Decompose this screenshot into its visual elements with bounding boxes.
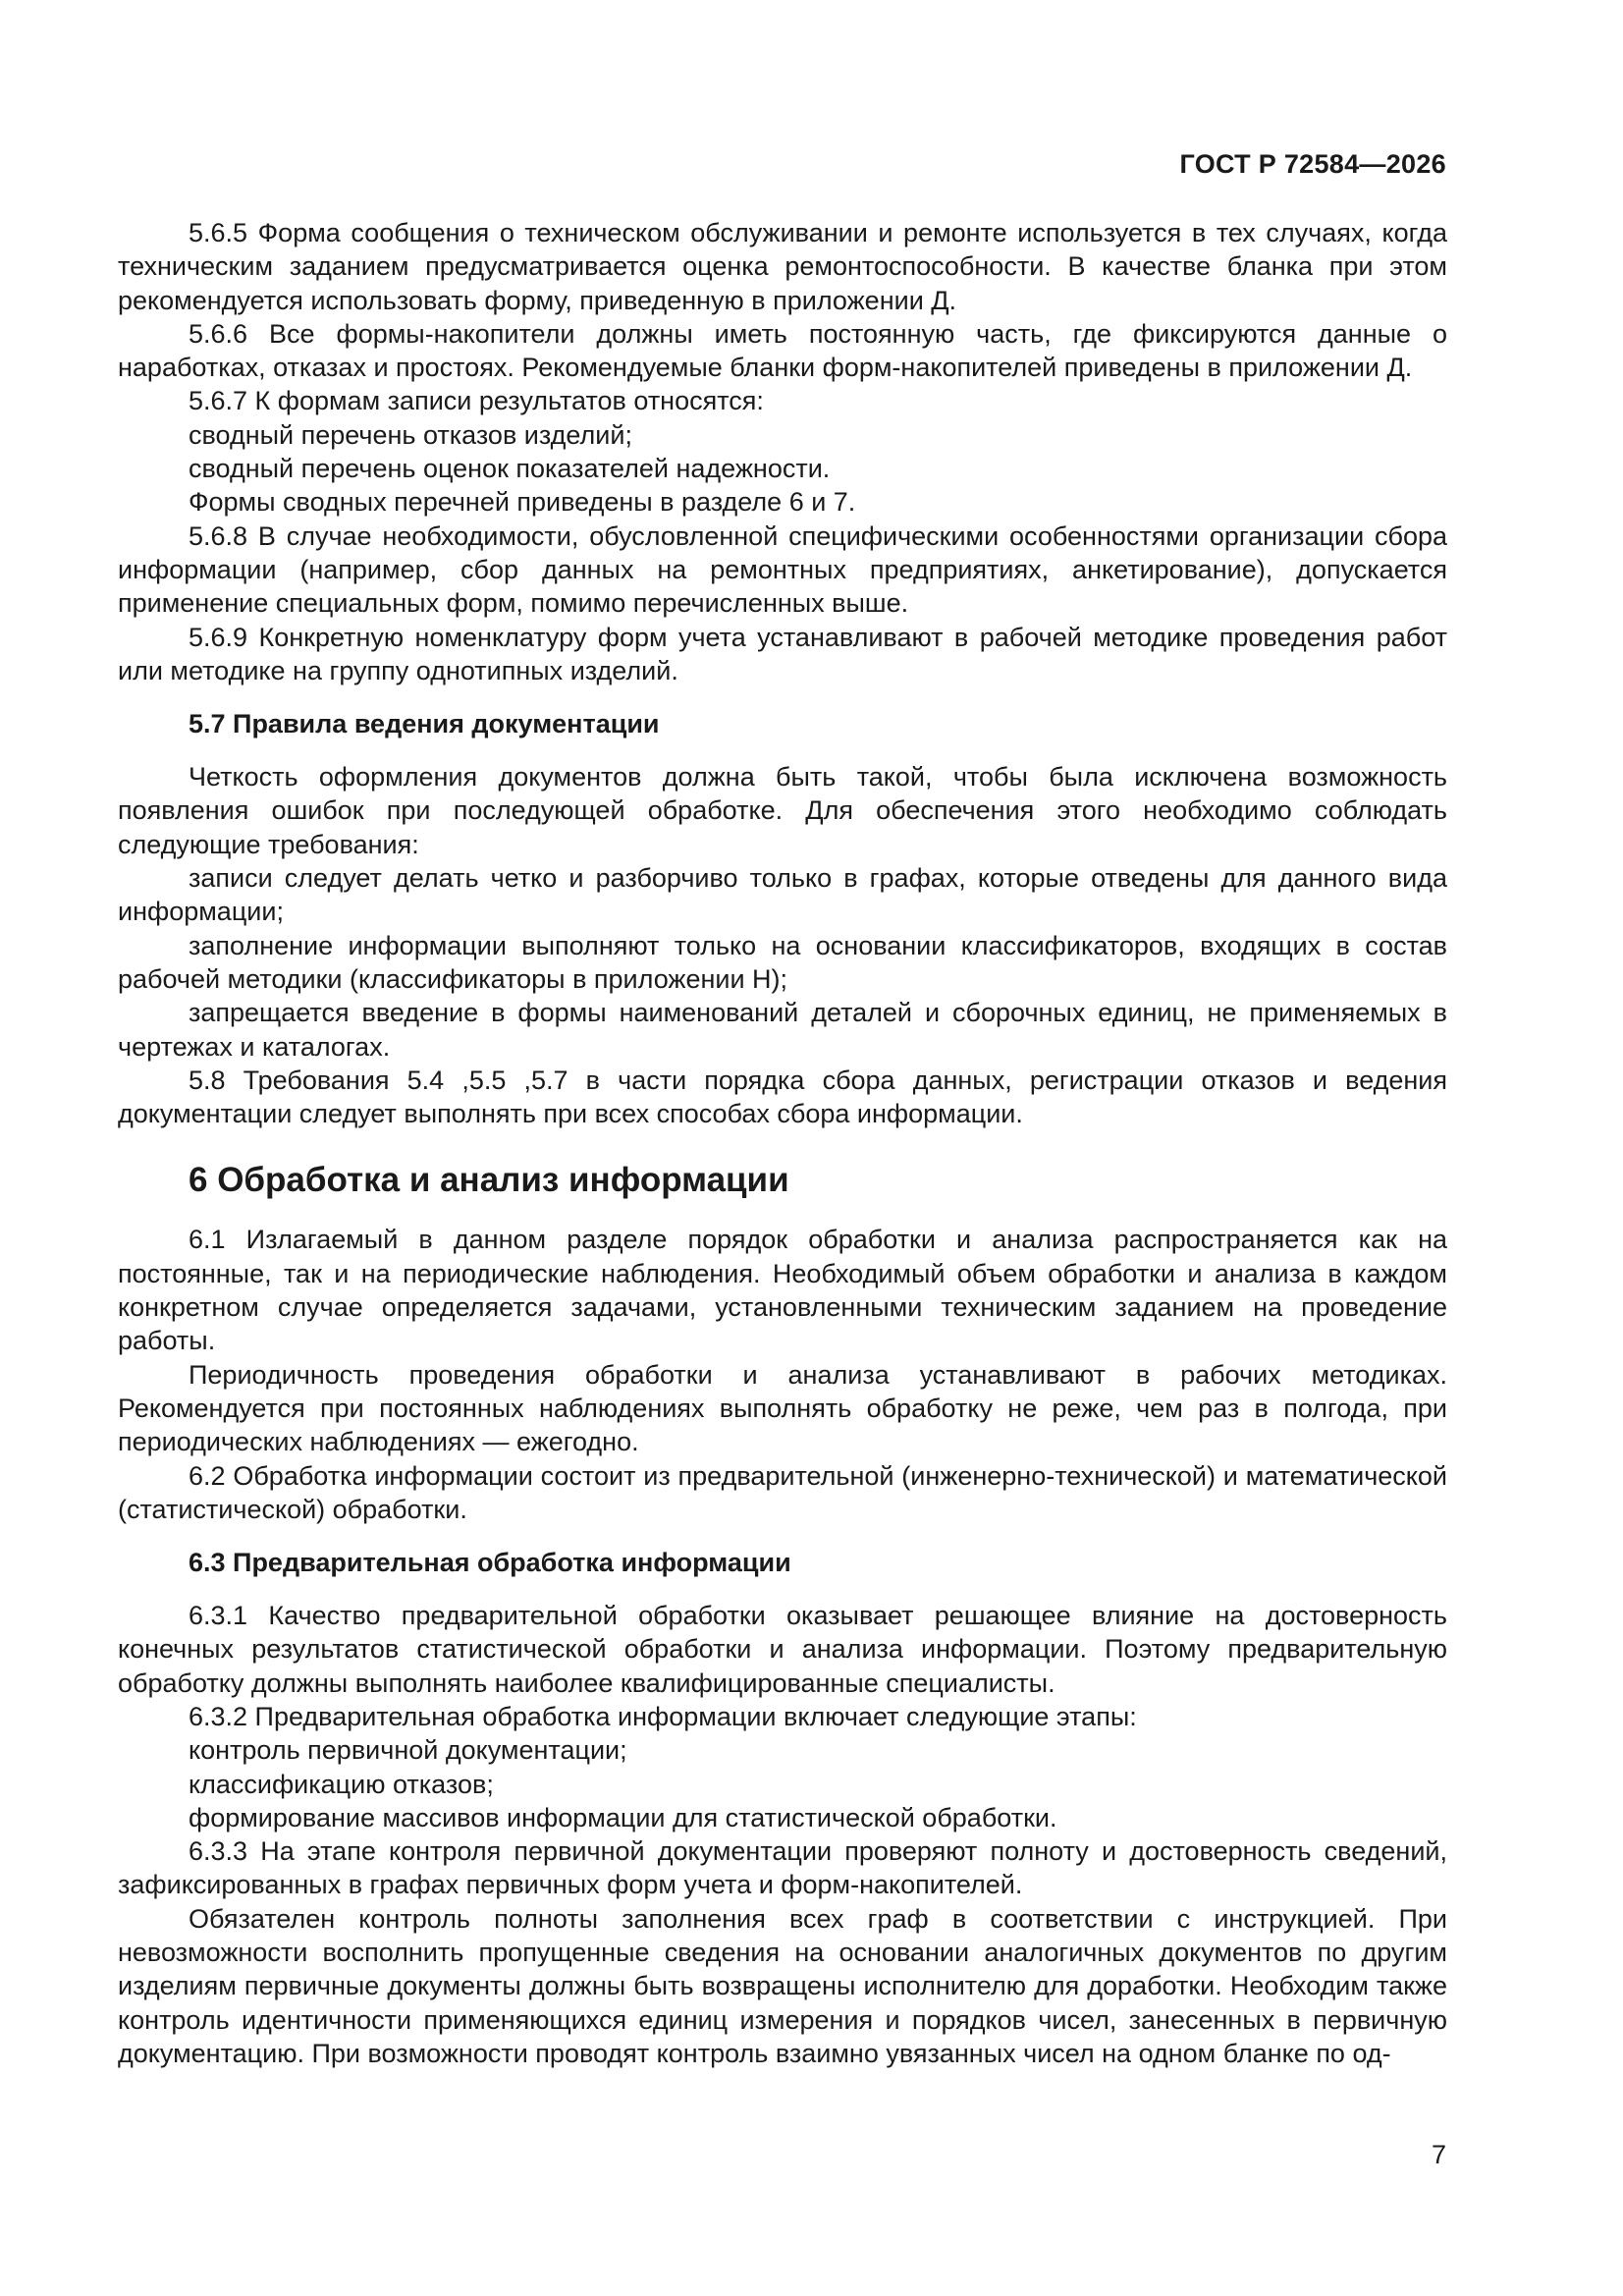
paragraph: Формы сводных перечней приведены в разделе 6 и 7. bbox=[189, 487, 856, 518]
list-item: заполнение информации выполняют только на основании классификаторов, входящих в состав рабочей методики (классификаторы в приложении Н); bbox=[118, 930, 1447, 994]
section-heading-5-7: 5.7 Правила ведения документации bbox=[189, 709, 660, 739]
paragraph: 5.6.5 Форма сообщения о техническом обслуживании и ремонте используется в тех случаях, когда техническим заданием предусматривается оценка ремонтоспособности. В качестве бланка при этом рекомендуется использовать форму, приведенную в приложении Д. bbox=[118, 218, 1447, 315]
list-item: записи следует делать четко и разборчиво только в графах, которые отведены для данного вида информации; bbox=[118, 863, 1447, 927]
paragraph: 6.3.2 Предварительная обработка информации включает следующие этапы: bbox=[189, 1701, 1137, 1731]
list-item: контроль первичной документации; bbox=[189, 1735, 627, 1766]
list-item: запрещается введение в формы наименований деталей и сборочных единиц, не применяемых в чертежах и каталогах. bbox=[118, 998, 1447, 1062]
paragraph: 5.6.7 К формам записи результатов относятся: bbox=[189, 386, 764, 416]
paragraph: 5.6.9 Конкретную номенклатуру форм учета устанавливают в рабочей методике проведения работ или методике на группу однотипных изделий. bbox=[118, 622, 1447, 685]
paragraph: Обязателен контроль полноты заполнения всех граф в соответствии с инструкцией. При невозможности восполнить пропущенные сведения на основании аналогичных документов по другим изделиям первичные документы должны быть возвращены исполнителю для доработки. Необходим также контроль идентичности применяющихся единиц измерения и порядков чисел, занесенных в первичную документацию. При возможности проводят контроль взаимно увязанных чисел на одном бланке по од- bbox=[118, 1903, 1447, 2068]
list-item: сводный перечень оценок показателей надежности. bbox=[189, 454, 831, 484]
paragraph: Четкость оформления документов должна быть такой, чтобы была исключена возможность появления ошибок при последующей обработке. Для обеспечения этого необходимо соблюдать следующие требования: bbox=[118, 762, 1447, 859]
paragraph: 6.3.3 На этапе контроля первичной документации проверяют полноту и достоверность сведений, зафиксированных в графах первичных форм учета и форм-накопителей. bbox=[118, 1836, 1447, 1900]
section-heading-6-3: 6.3 Предварительная обработка информации bbox=[189, 1548, 791, 1578]
paragraph: 5.8 Требования 5.4 ,5.5 ,5.7 в части порядка сбора данных, регистрации отказов и ведения документации следует выполнять при всех способах сбора информации. bbox=[118, 1065, 1447, 1129]
list-item: формирование массивов информации для статистической обработки. bbox=[189, 1802, 1057, 1832]
paragraph: 6.2 Обработка информации состоит из предварительной (инженерно-технической) и математической (статистической) обработки. bbox=[118, 1460, 1447, 1524]
page-number: 7 bbox=[1431, 2140, 1446, 2169]
document-number-header: ГОСТ Р 72584—2026 bbox=[1179, 149, 1446, 179]
paragraph: 6.1 Излагаемый в данном разделе порядок обработки и анализа распространяется как на постоянные, так и на периодические наблюдения. Необходимый объем обработки и анализа в каждом конкретном случае определяется задачами, установленными техническим заданием на проведение работы. bbox=[118, 1225, 1447, 1356]
paragraph: 5.6.8 В случае необходимости, обусловленной специфическими особенностями организации сбора информации (например, сбор данных на ремонтных предприятиях, анкетирование), допускается применение специальных форм, помимо перечисленных выше. bbox=[118, 520, 1447, 619]
section-heading-6: 6 Обработка и анализ информации bbox=[189, 1161, 789, 1200]
paragraph: 6.3.1 Качество предварительной обработки оказывает решающее влияние на достоверность конечных результатов статистической обработки и анализа информации. Поэтому предварительную обработку должны выполнять наиболее квалифицированные специалисты. bbox=[118, 1601, 1447, 1698]
paragraph: Периодичность проведения обработки и анализа устанавливают в рабочих методиках. Рекомендуется при постоянных наблюдениях выполнять обработку не реже, чем раз в полгода, при периодических наблюдениях — ежегодно. bbox=[118, 1359, 1447, 1457]
list-item: сводный перечень отказов изделий; bbox=[189, 419, 632, 450]
list-item: классификацию отказов; bbox=[189, 1769, 494, 1799]
document-body bbox=[118, 216, 1447, 2070]
paragraph: 5.6.6 Все формы-накопители должны иметь постоянную часть, где фиксируются данные о наработках, отказах и простоях. Рекомендуемые бланки форм-накопителей приведены в приложении Д. bbox=[118, 318, 1447, 383]
